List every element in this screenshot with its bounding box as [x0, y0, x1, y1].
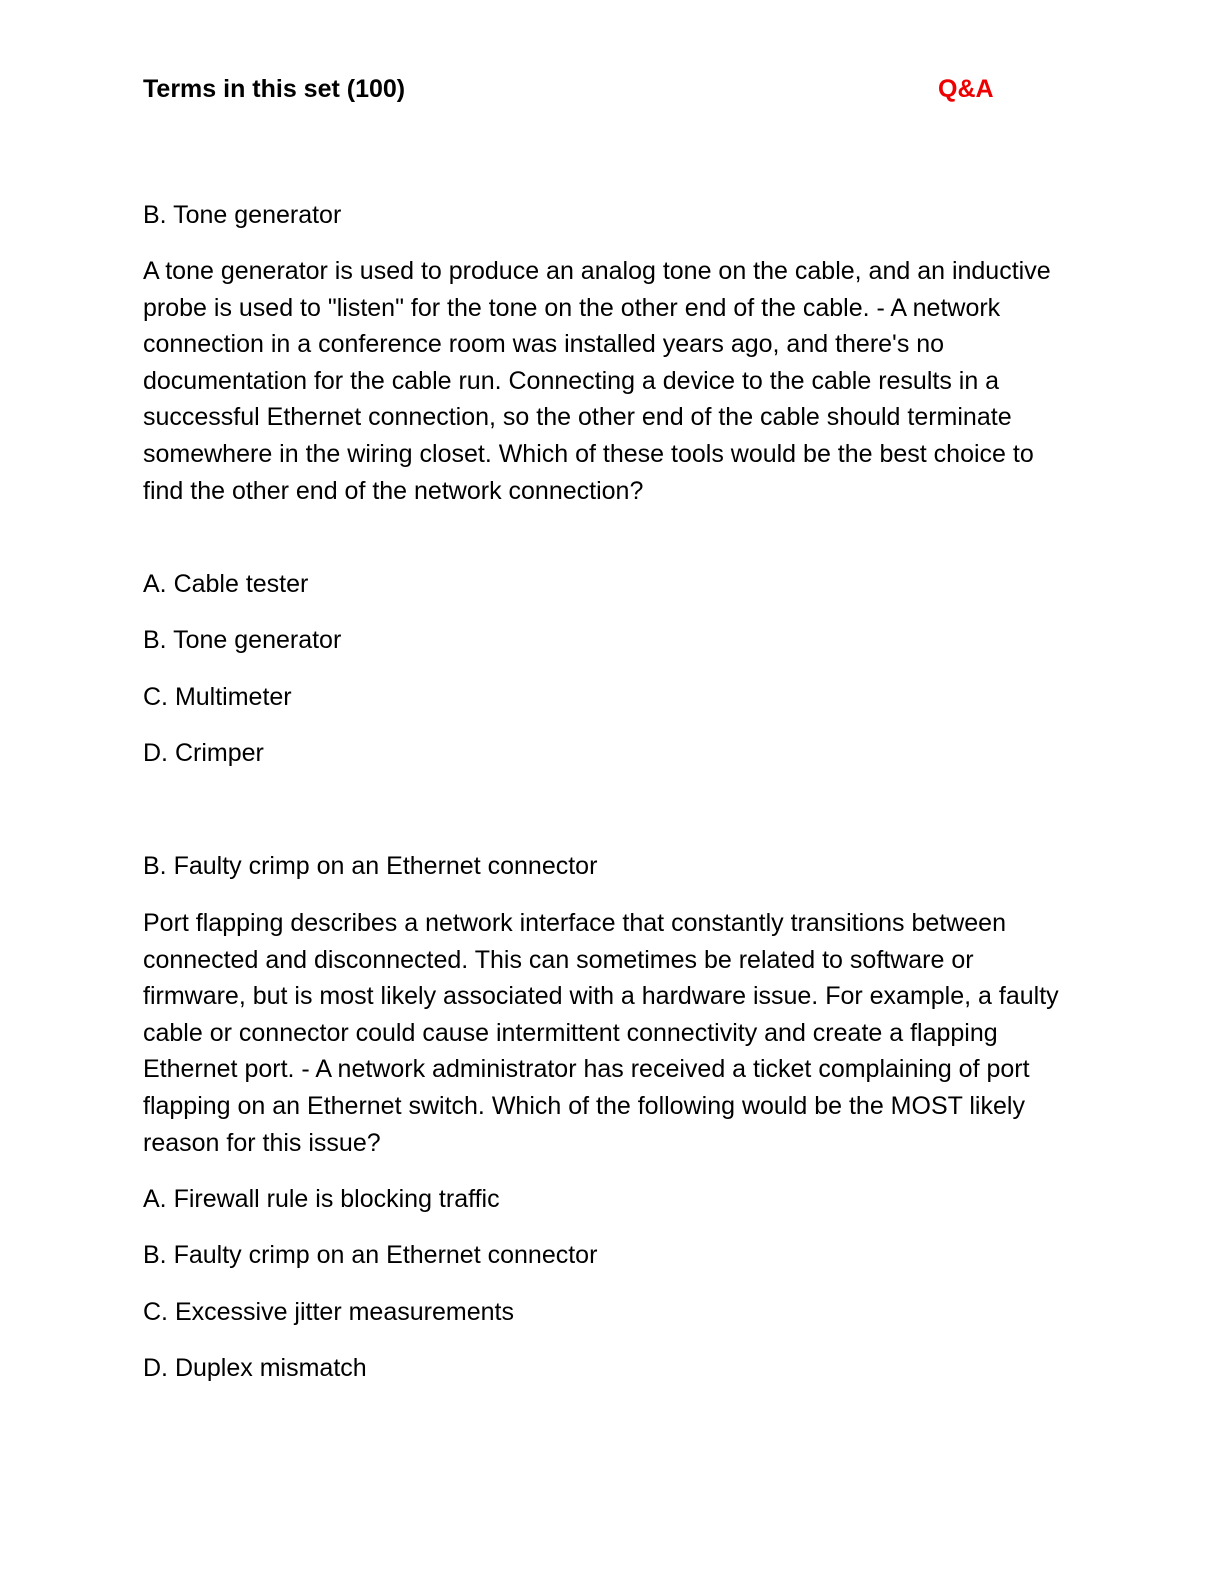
- option-text: B. Tone generator: [143, 626, 342, 654]
- card-1-option-c: [143, 679, 1083, 716]
- set-title: Terms in this set (100): [143, 75, 406, 103]
- option-text: C. Excessive jitter measurements: [143, 1298, 514, 1326]
- card-2-question: [143, 905, 1083, 1161]
- answer-text: B. Tone generator: [143, 201, 342, 229]
- card-2-option-c: [143, 1294, 1083, 1331]
- option-text: B. Faulty crimp on an Ethernet connector: [143, 1241, 598, 1269]
- option-text: D. Duplex mismatch: [143, 1354, 367, 1382]
- answer-text: B. Faulty crimp on an Ethernet connector: [143, 852, 598, 880]
- card-1-question: [143, 253, 1083, 509]
- option-text: A. Firewall rule is blocking traffic: [143, 1185, 500, 1213]
- card-2-option-b: [143, 1237, 1083, 1274]
- option-text: C. Multimeter: [143, 683, 292, 711]
- card-1-option-a: [143, 566, 1083, 603]
- card-2-answer: [143, 848, 1083, 885]
- qa-label: Q&A: [938, 75, 994, 103]
- page-header: [143, 72, 1083, 106]
- option-text: D. Crimper: [143, 739, 264, 767]
- card-2-option-d: [143, 1350, 1083, 1387]
- card-1-option-b: [143, 622, 1083, 659]
- card-1-option-d: [143, 735, 1083, 772]
- option-text: A. Cable tester: [143, 570, 309, 598]
- question-text: A tone generator is used to produce an analog tone on the cable, and an inductive probe is used to "listen" for the tone on the other end of the cable. - A network connection in a conference room was installed years ago, and there's no documentation for the cable run. Connecting a device to the cable results in a successful Ethernet connection, so the other end of the cable should terminate somewhere in the wiring closet. Which of these tools would be the best choice to find the other end of the network connection?: [143, 257, 1051, 505]
- card-1-answer: [143, 197, 1083, 234]
- question-text: Port flapping describes a network interface that constantly transitions between connected and disconnected. This can sometimes be related to software or firmware, but is most likely associated with a hardware issue. For example, a faulty cable or connector could cause intermittent connectivity and create a flapping Ethernet port. - A network administrator has received a ticket complaining of port flapping on an Ethernet switch. Which of the following would be the MOST likely reason for this issue?: [143, 909, 1059, 1157]
- card-2-option-a: [143, 1181, 1083, 1218]
